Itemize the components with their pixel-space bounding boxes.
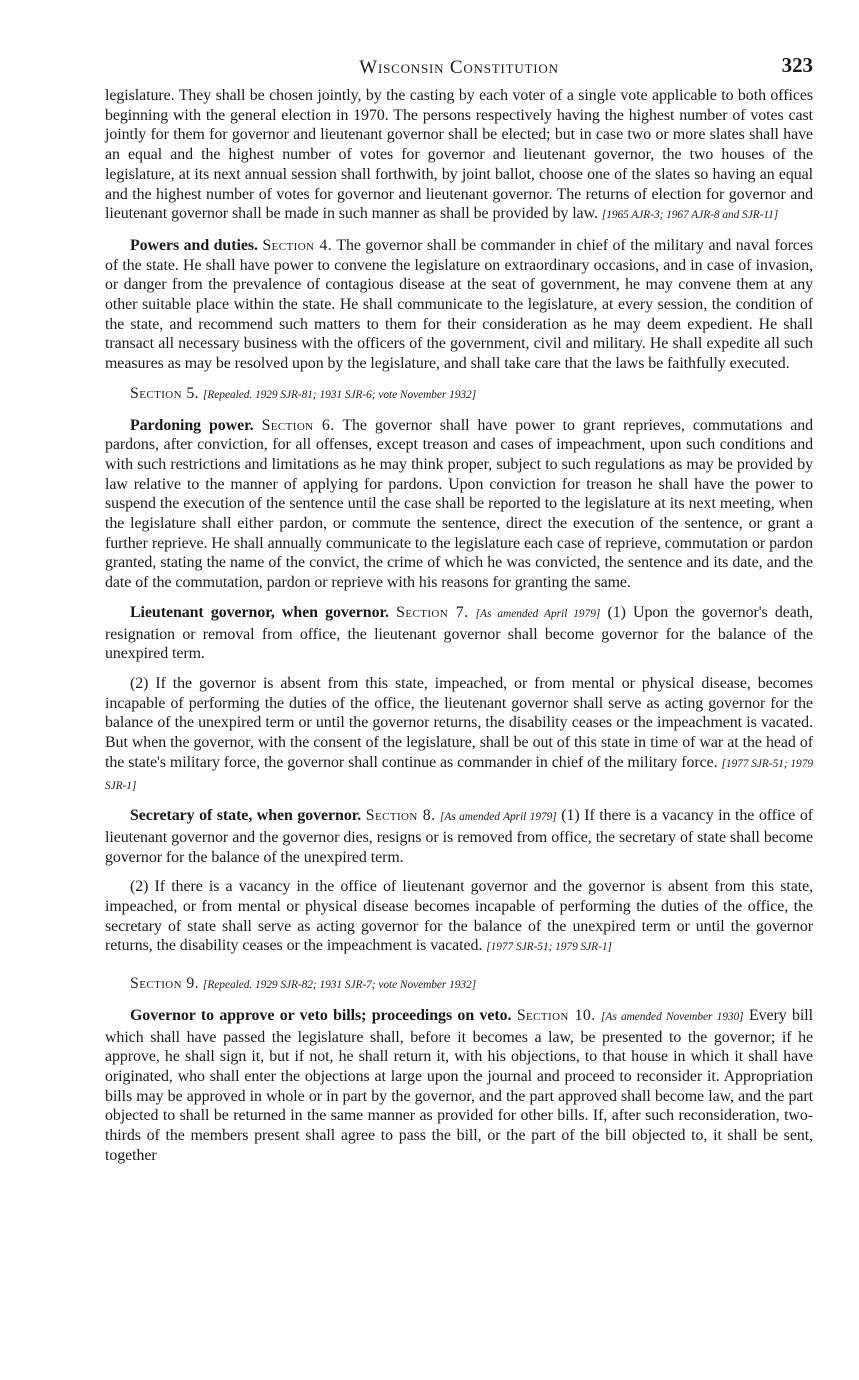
citation: [As amended April 1979] <box>440 811 557 824</box>
section-text: (1) If there is a vacancy in the office of lieutenant governor and the governor dies, resigns or is removed from office, the secretary of state shall become governor for the balance of the unexpired term. <box>105 807 813 866</box>
section-text: The governor shall be commander in chief of the military and naval forces of the state. He shall have power to convene the legislature on extraordinary occasions, and in case of invasion, or danger from the prevalence of contagious disease at the seat of government, he may convene them at any other suitable place within the state. He shall communicate to the legislature, at every session, the condition of the state, and recommend such matters to them for their consideration as he may deem expedient. He shall transact all necessary business with the officers of the government, civil and military. He shall expedite all such measures as may be resolved upon by the legislature, and shall take care that the laws be faithfully executed. <box>105 236 813 373</box>
section-heading: Powers and duties. <box>130 236 258 254</box>
section-5 <box>105 384 813 406</box>
section-6 <box>105 416 813 593</box>
citation: [1977 SJR-51; 1979 SJR-1] <box>105 757 813 792</box>
section-heading: Pardoning power. <box>130 416 254 434</box>
section-number: Section 8. <box>365 807 436 825</box>
section-number: Section 6. <box>261 416 335 434</box>
section-heading: Secretary of state, when governor. <box>130 807 362 825</box>
section-text: (2) If the governor is absent from this state, impeached, or from mental or physical disease, becomes incapable of performing the duties of the office, the lieutenant governor shall serve as acting governor for the balance of the unexpired term or until the governor returns, the disability ceases or the impeachment is vacated. But when the governor, with the consent of the legislature, shall be out of this state in time of war at the head of the state's military force, the governor shall continue as commander in chief of the military force. <box>105 674 813 771</box>
section-number: Section 7. <box>396 603 469 621</box>
section-10 <box>105 1006 813 1166</box>
section-number: Section 9. <box>130 975 200 993</box>
section-text: Every bill which shall have passed the legislature shall, before it becomes a law, be presented to the governor; if he approve, he shall sign it, but if not, he shall return it, with his objections, to that house in which it shall have originated, who shall enter the objections at large upon the journal and proceed to reconsider it. Appropriation bills may be approved in whole or in part by the governor, and the part approved shall become law, and the part objected to shall be returned in the same manner as provided for other bills. If, after such reconsideration, two-thirds of the members present shall agree to pass the bill, or the part of the bill objected to, it shall be sent, together <box>105 1006 813 1164</box>
citation: [Repealed. 1929 SJR-82; 1931 SJR-7; vote November 1932] <box>203 979 477 992</box>
section-7-subsection-2 <box>105 674 813 796</box>
section-heading: Lieutenant governor, when governor. <box>130 603 389 621</box>
section-8-subsection-2 <box>105 877 813 958</box>
citation: [1977 SJR-51; 1979 SJR-1] <box>486 941 612 954</box>
running-title: Wisconsin Constitution <box>359 57 559 78</box>
section-number: Section 5. <box>130 384 200 402</box>
section-text: (2) If there is a vacancy in the office of lieutenant governor and the governor is absent from this state, impeached, or from mental or physical disease becomes incapable of performing the duties of the office, the secretary of state shall serve as acting governor for the balance of the unexpired term or until the governor returns, the disability ceases or the impeachment is vacated. <box>105 878 813 955</box>
section-text: (1) Upon the governor's death, resignation or removal from office, the lieutenant governor shall become governor for the balance of the unexpired term. <box>105 603 813 663</box>
section-number: Section 4. <box>262 236 333 254</box>
section-8 <box>105 806 813 867</box>
section-7 <box>105 603 813 664</box>
section-number: Section 10. <box>516 1006 596 1024</box>
continued-paragraph <box>105 86 813 226</box>
section-heading: Governor to approve or veto bills; proceedings on veto. <box>130 1006 512 1024</box>
citation: [As amended April 1979] <box>475 607 601 620</box>
paragraph-text: legislature. They shall be chosen jointly, by the casting by each voter of a single vote applicable to both offices beginning with the general election in 1970. The persons respectively having the highest number of votes cast jointly for them for governor and lieutenant governor shall be elected; but in case two or more slates shall have an equal and the highest number of votes for governor and lieutenant governor, the two houses of the legislature, at its next annual session shall forthwith, by joint ballot, choose one of the slates so having an equal and the highest number of votes for governor and lieutenant governor. The returns of election for governor and lieutenant governor shall be made in such manner as shall be provided by law. <box>105 87 813 223</box>
section-4 <box>105 236 813 374</box>
citation: [Repealed. 1929 SJR-81; 1931 SJR-6; vote November 1932] <box>203 388 477 401</box>
page-header <box>105 53 813 86</box>
document-page <box>105 53 813 1175</box>
citation: [As amended November 1930] <box>601 1010 744 1023</box>
citation: [1965 AJR-3; 1967 AJR-8 and SJR-11] <box>601 209 779 222</box>
section-9 <box>105 974 813 996</box>
page-number: 323 <box>781 53 813 77</box>
section-text: The governor shall have power to grant reprieves, commutations and pardons, after conviction, for all offenses, except treason and cases of impeachment, upon such conditions and with such restrictions and limitations as he may think proper, subject to such regulations as may be provided by law relative to the manner of applying for pardons. Upon conviction for treason he shall have the power to suspend the execution of the sentence until the case shall be reported to the legislature at its next meeting, when the legislature shall either pardon, or commute the sentence, direct the execution of the sentence, or grant a further reprieve. He shall annually communicate to the legislature each case of reprieve, commutation or pardon granted, stating the name of the convict, the crime of which he was convicted, the sentence and its date, and the date of the commutation, pardon or reprieve with his reasons for granting the same. <box>105 416 813 592</box>
